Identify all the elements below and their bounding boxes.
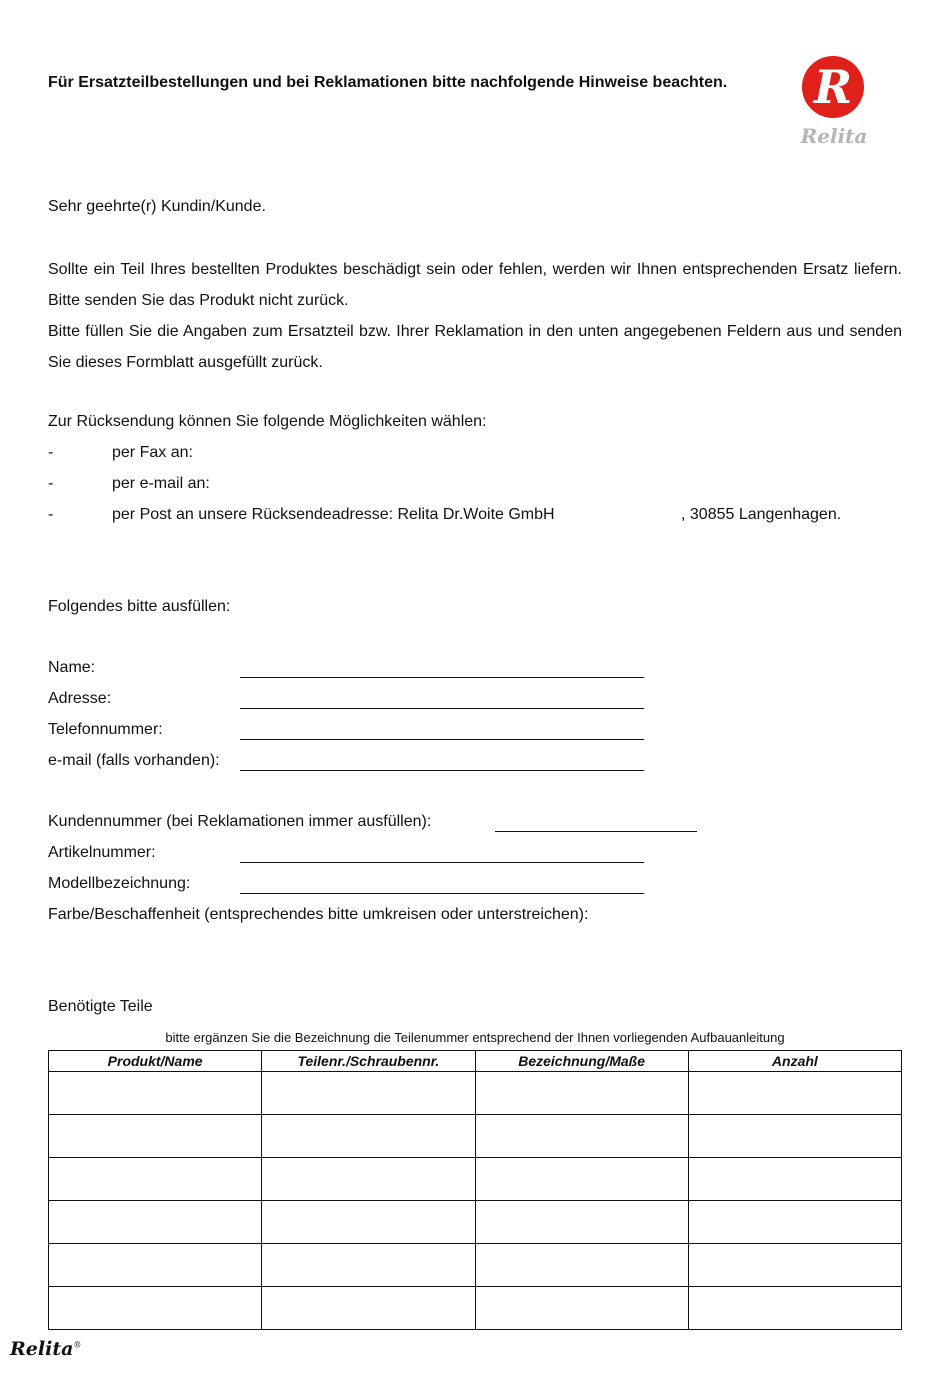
option-post: per Post an unsere Rücksendeadresse: Relita Dr.Woite GmbH: [112, 506, 555, 523]
option-post-city: , 30855 Langenhagen.: [681, 506, 842, 523]
email-field[interactable]: [240, 770, 644, 771]
table-cell[interactable]: [262, 1072, 475, 1115]
column-header-quantity: Anzahl: [688, 1051, 901, 1072]
table-cell[interactable]: [262, 1201, 475, 1244]
bullet-dash: -: [48, 506, 54, 523]
phone-label: Telefonnummer:: [48, 721, 163, 738]
table-cell[interactable]: [262, 1287, 475, 1330]
column-header-part-number: Teilenr./Schraubennr.: [262, 1051, 475, 1072]
phone-field[interactable]: [240, 739, 644, 740]
bullet-dash: -: [48, 475, 54, 492]
option-email: per e-mail an:: [112, 475, 210, 492]
greeting: Sehr geehrte(r) Kundin/Kunde.: [48, 198, 266, 215]
footer-logo: [10, 1338, 81, 1360]
column-header-product: Produkt/Name: [49, 1051, 262, 1072]
return-intro: Zur Rücksendung können Sie folgende Möglichkeiten wählen:: [48, 413, 487, 430]
parts-title: Benötigte Teile: [48, 998, 153, 1015]
table-cell[interactable]: [475, 1158, 688, 1201]
logo-letter: R: [813, 60, 853, 114]
paragraph-replacement: Sollte ein Teil Ihres bestellten Produktes beschädigt sein oder fehlen, werden wir Ihnen entsprechenden Ersatz liefern. Bitte senden Sie das Produkt nicht zurück.: [48, 261, 902, 309]
parts-table-body: [49, 1072, 902, 1330]
table-cell[interactable]: [688, 1244, 901, 1287]
table-cell[interactable]: [49, 1072, 262, 1115]
table-cell[interactable]: [49, 1201, 262, 1244]
table-cell[interactable]: [262, 1158, 475, 1201]
option-fax: per Fax an:: [112, 444, 193, 461]
footer-wordmark: Relita: [10, 1338, 74, 1360]
paragraph-instructions: Bitte füllen Sie die Angaben zum Ersatzteil bzw. Ihrer Reklamation in den unten angegebenen Feldern aus und senden Sie dieses Formblatt ausgefüllt zurück.: [48, 323, 902, 371]
column-header-description: Bezeichnung/Maße: [475, 1051, 688, 1072]
table-cell[interactable]: [688, 1115, 901, 1158]
table-cell[interactable]: [49, 1244, 262, 1287]
customer-number-field[interactable]: [495, 831, 697, 832]
color-label: Farbe/Beschaffenheit (entsprechendes bitte umkreisen oder unterstreichen):: [48, 906, 589, 923]
table-row: [49, 1287, 902, 1330]
table-cell[interactable]: [688, 1201, 901, 1244]
table-cell[interactable]: [475, 1244, 688, 1287]
form-intro: Folgendes bitte ausfüllen:: [48, 598, 231, 615]
table-cell[interactable]: [475, 1072, 688, 1115]
table-cell[interactable]: [49, 1158, 262, 1201]
table-row: [49, 1115, 902, 1158]
table-cell[interactable]: [475, 1201, 688, 1244]
name-label: Name:: [48, 659, 96, 676]
table-cell[interactable]: [49, 1287, 262, 1330]
parts-hint: bitte ergänzen Sie die Bezeichnung die Teilenummer entsprechend der Ihnen vorliegenden Aufbauanleitung: [165, 1030, 785, 1045]
table-row: [49, 1244, 902, 1287]
table-cell[interactable]: [475, 1115, 688, 1158]
parts-table: [48, 1050, 902, 1330]
table-row: [49, 1201, 902, 1244]
table-row: [49, 1072, 902, 1115]
table-cell[interactable]: [475, 1287, 688, 1330]
model-field[interactable]: [240, 893, 644, 894]
table-cell[interactable]: [49, 1115, 262, 1158]
table-cell[interactable]: [262, 1244, 475, 1287]
address-label: Adresse:: [48, 690, 112, 707]
table-cell[interactable]: [262, 1115, 475, 1158]
relita-logo: [800, 56, 868, 152]
model-label: Modellbezeichnung:: [48, 875, 191, 892]
article-number-field[interactable]: [240, 862, 644, 863]
table-cell[interactable]: [688, 1072, 901, 1115]
table-cell[interactable]: [688, 1287, 901, 1330]
email-label: e-mail (falls vorhanden):: [48, 752, 220, 769]
address-field[interactable]: [240, 708, 644, 709]
table-cell[interactable]: [688, 1158, 901, 1201]
registered-mark: ®: [73, 1340, 82, 1350]
customer-number-label: Kundennummer (bei Reklamationen immer ausfüllen):: [48, 813, 432, 830]
name-field[interactable]: [240, 677, 644, 678]
logo-wordmark: Relita: [800, 124, 868, 148]
bullet-dash: -: [48, 444, 54, 461]
table-header-row: [49, 1051, 902, 1072]
page-title: Für Ersatzteilbestellungen und bei Reklamationen bitte nachfolgende Hinweise beachten.: [48, 74, 728, 91]
article-number-label: Artikelnummer:: [48, 844, 156, 861]
table-row: [49, 1158, 902, 1201]
